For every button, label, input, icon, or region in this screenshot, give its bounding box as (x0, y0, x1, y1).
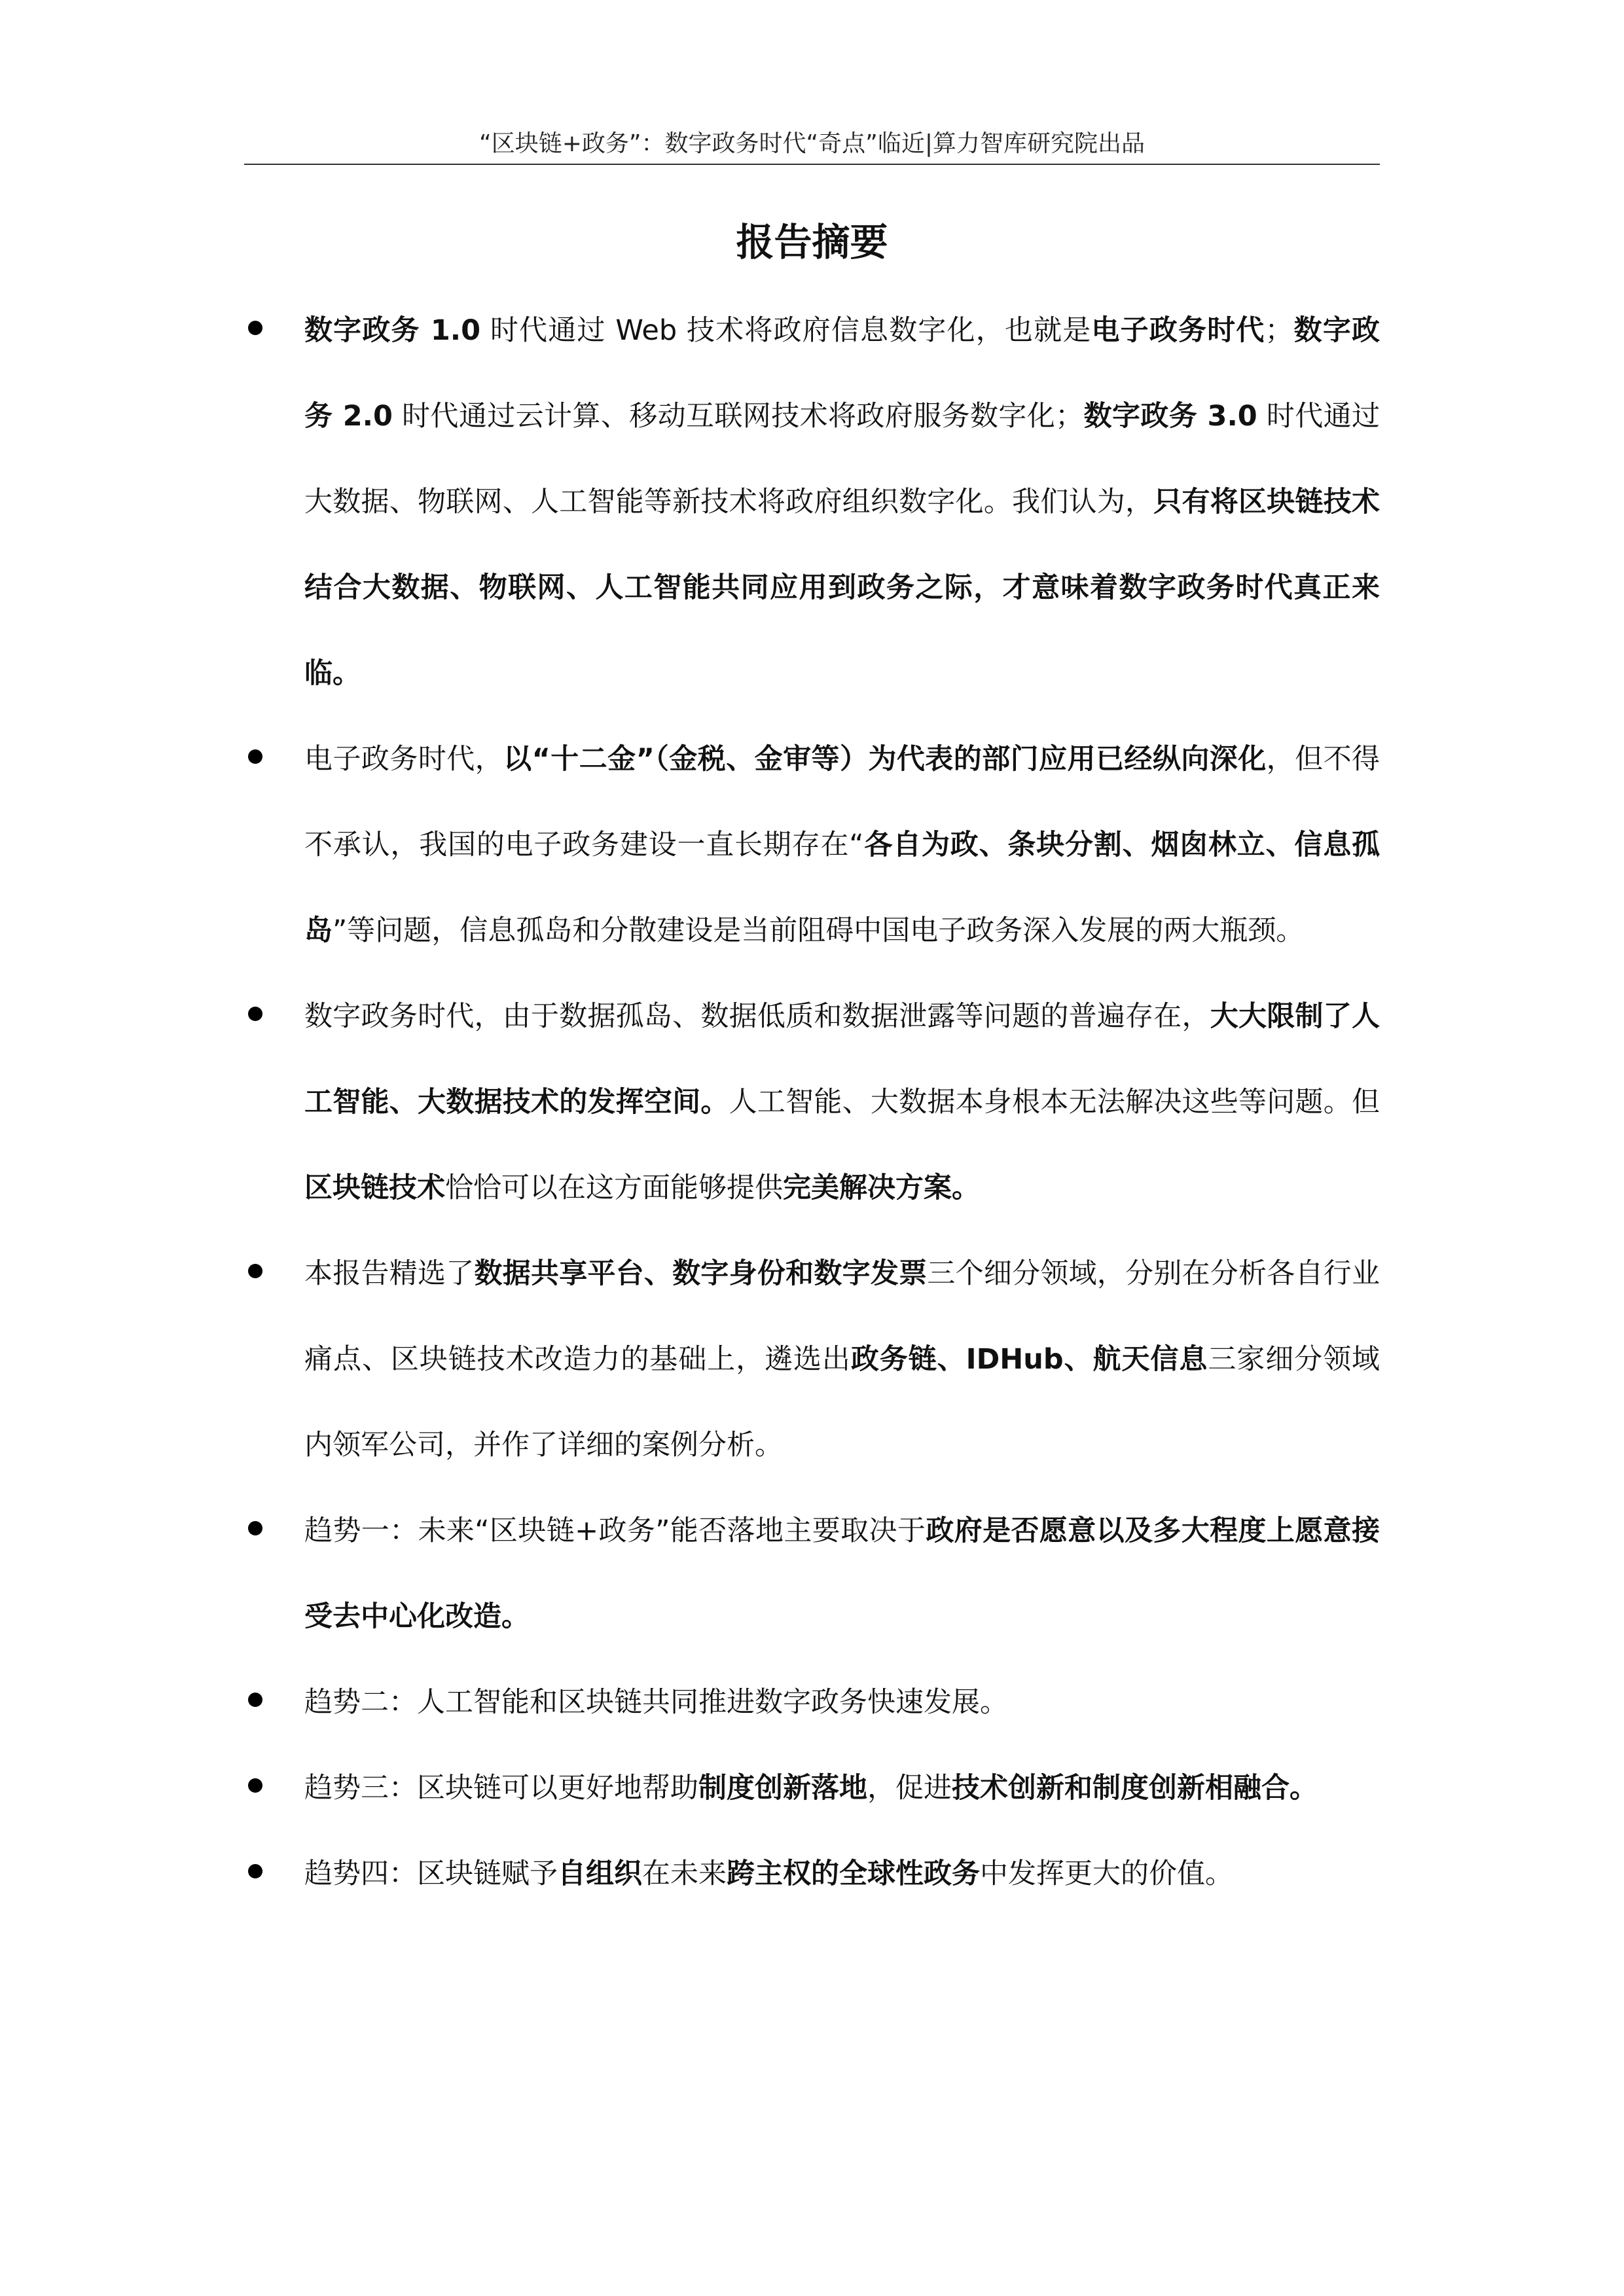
text-segment: 本报告精选了 (304, 1257, 475, 1290)
bold-text-segment: 各自为政、条块分割、烟囱林立、信息孤岛 (304, 829, 1380, 947)
bullet-dot-icon (248, 1693, 262, 1707)
text-segment: 中发挥更大的价值。 (980, 1857, 1233, 1890)
summary-bullet-item (244, 974, 1380, 1231)
bold-text-segment: 数字政务 3.0 (1083, 400, 1257, 433)
bullet-dot-icon (248, 1778, 262, 1793)
bold-text-segment: 数字政务 1.0 (304, 314, 481, 347)
text-segment: 趋势四：区块链赋予 (304, 1857, 558, 1890)
bold-text-segment: 只有将区块链技术结合大数据、物联网、人工智能共同应用到政务之际，才意味着数字政务时代真正来临。 (304, 486, 1380, 690)
bullet-dot-icon (248, 1007, 262, 1021)
text-segment: 三个细分领域，分别在分析各自行业痛点、区块链技术改造力的基础上，遴选出 (304, 1257, 1380, 1376)
bullet-dot-icon (248, 749, 262, 764)
text-segment: ，但不得不承认，我国的电子政务建设一直长期存在“ (304, 743, 1380, 861)
bullet-dot-icon (248, 1521, 262, 1535)
bullet-dot-icon (248, 1864, 262, 1878)
text-segment: ，促进 (867, 1772, 952, 1804)
bullet-dot-icon (248, 1264, 262, 1278)
text-segment: 趋势三：区块链可以更好地帮助 (304, 1772, 698, 1804)
text-segment: ； (1265, 314, 1293, 347)
text-segment: 电子政务时代， (304, 743, 504, 776)
summary-bullet-text (304, 974, 1380, 1231)
summary-bullet-text (304, 1831, 1380, 1917)
text-segment: 时代通过大数据、物联网、人工智能等新技术将政府组织数字化。我们认为， (304, 400, 1380, 518)
running-header: “区块链+政务”：数字政务时代“奇点”临近|算力智库研究院出品 (479, 130, 1145, 157)
bold-text-segment: 数据共享平台、数字身份和数字发票 (474, 1257, 928, 1290)
bold-text-segment: 制度创新落地 (698, 1772, 867, 1804)
header-divider (244, 164, 1380, 165)
page-title: 报告摘要 (736, 220, 888, 264)
text-segment: 恰恰可以在这方面能够提供 (445, 1172, 783, 1204)
bold-text-segment: 技术创新和制度创新相融合。 (952, 1772, 1318, 1804)
text-segment: 数字政务时代，由于数据孤岛、数据低质和数据泄露等问题的普遍存在， (304, 1000, 1210, 1033)
summary-bullet-item (244, 1746, 1380, 1831)
bold-text-segment: 政务链、IDHub、航天信息 (850, 1343, 1208, 1376)
bold-text-segment: 大大限制了人工智能、大数据技术的发挥空间。 (304, 1000, 1380, 1119)
bold-text-segment: 区块链技术 (304, 1172, 445, 1204)
summary-bullet-item (244, 1231, 1380, 1488)
bold-text-segment: 完美解决方案。 (783, 1172, 980, 1204)
bold-text-segment: 政府是否愿意以及多大程度上愿意接受去中心化改造。 (304, 1515, 1380, 1633)
summary-bullet-list (244, 288, 1380, 1917)
summary-bullet-item (244, 1660, 1380, 1746)
summary-bullet-item (244, 288, 1380, 717)
text-segment: 人工智能、大数据本身根本无法解决这些等问题。但 (729, 1086, 1380, 1119)
bold-text-segment: 电子政务时代 (1091, 314, 1265, 347)
bold-text-segment: 跨主权的全球性政务 (727, 1857, 980, 1890)
text-segment: ”等问题，信息孤岛和分散建设是当前阻碍中国电子政务深入发展的两大瓶颈。 (333, 914, 1305, 947)
summary-bullet-item (244, 1831, 1380, 1917)
summary-bullet-text (304, 288, 1380, 717)
summary-bullet-text (304, 717, 1380, 974)
bullet-dot-icon (248, 321, 262, 335)
summary-bullet-item (244, 717, 1380, 974)
summary-bullet-item (244, 1488, 1380, 1660)
text-segment: 三家细分领域内领军公司，并作了详细的案例分析。 (304, 1343, 1380, 1462)
summary-bullet-text (304, 1488, 1380, 1660)
text-segment: 时代通过云计算、移动互联网技术将政府服务数字化； (392, 400, 1084, 433)
text-segment: 在未来 (642, 1857, 727, 1890)
bold-text-segment: 数字政务 2.0 (304, 314, 1380, 433)
bold-text-segment: 自组织 (558, 1857, 642, 1890)
bold-text-segment: 以“十二金”（金税、金审等）为代表的部门应用已经纵向深化 (503, 743, 1267, 776)
summary-bullet-text (304, 1660, 1380, 1746)
summary-bullet-text (304, 1231, 1380, 1488)
summary-bullet-text (304, 1746, 1380, 1831)
text-segment: 趋势一：未来“区块链+政务”能否落地主要取决于 (304, 1515, 926, 1547)
text-segment: 趋势二：人工智能和区块链共同推进数字政务快速发展。 (304, 1686, 1008, 1719)
text-segment: 时代通过 Web 技术将政府信息数字化，也就是 (480, 314, 1092, 347)
